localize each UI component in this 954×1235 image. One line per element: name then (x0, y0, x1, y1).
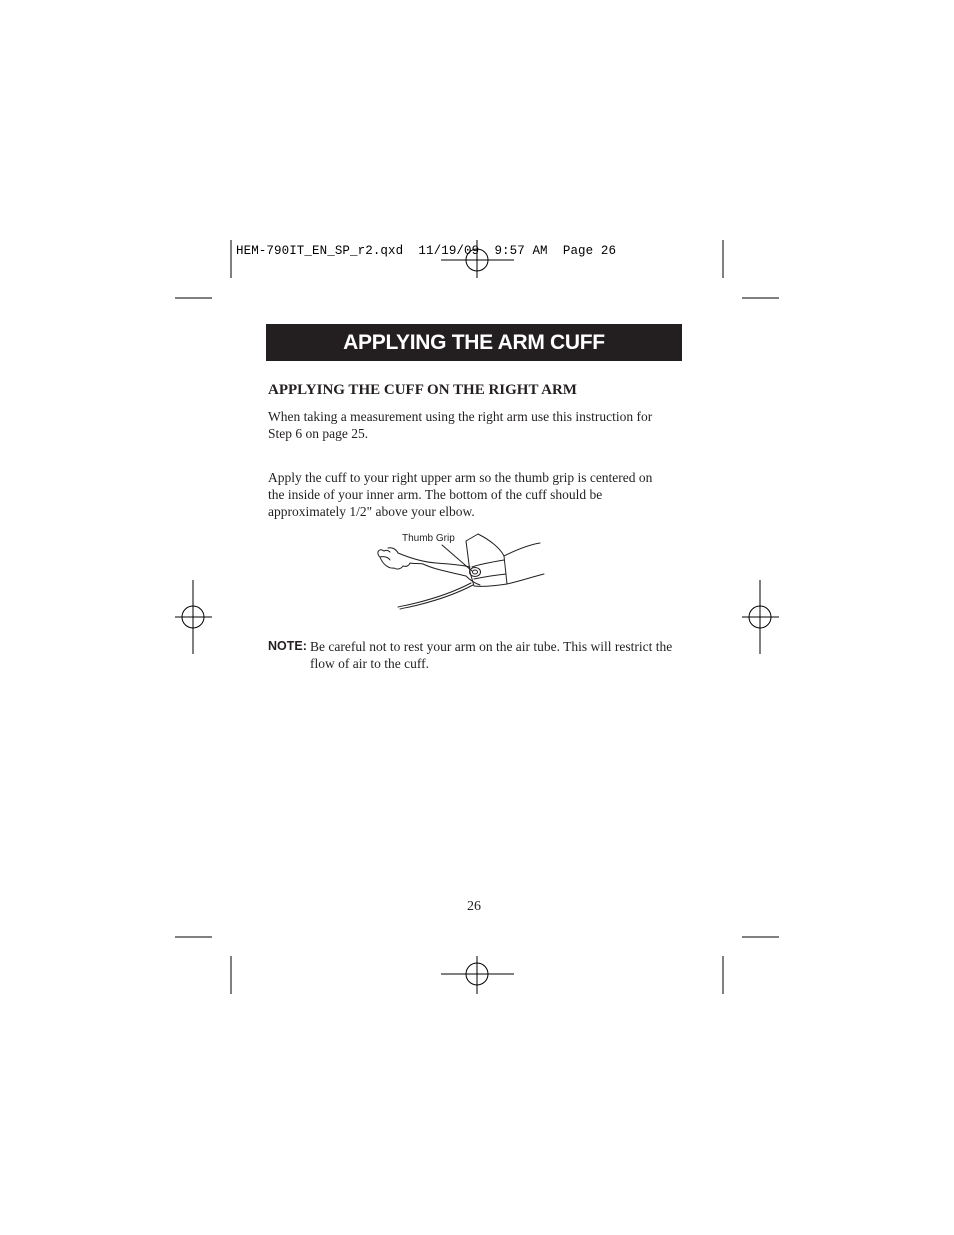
intro-paragraph: When taking a measurement using the right arm use this instruction for Step 6 on page 25. (268, 409, 653, 441)
thumb-grip-callout-label: Thumb Grip (402, 533, 455, 544)
note-text: Be careful not to rest your arm on the air tube. This will restrict the flow of air to the cuff. (310, 639, 673, 671)
thumb-grip-ring (470, 568, 481, 577)
file-slug: HEM-790IT_EN_SP_r2.qxd 11/19/09 9:57 AM Page 26 (236, 244, 617, 258)
note-label: NOTE: (268, 639, 307, 653)
air-tube (398, 583, 471, 607)
section-banner: APPLYING THE ARM CUFF (266, 324, 682, 361)
arm-cuff-illustration (370, 526, 550, 612)
page-number: 26 (467, 899, 481, 914)
upper-arm-shape (504, 543, 540, 556)
instruction-paragraph: Apply the cuff to your right upper arm so the thumb grip is centered on the inside of your inner arm. The bottom of the cuff should be approximately 1/2" above your elbow. (268, 470, 653, 519)
subheading: APPLYING THE CUFF ON THE RIGHT ARM (268, 382, 577, 398)
